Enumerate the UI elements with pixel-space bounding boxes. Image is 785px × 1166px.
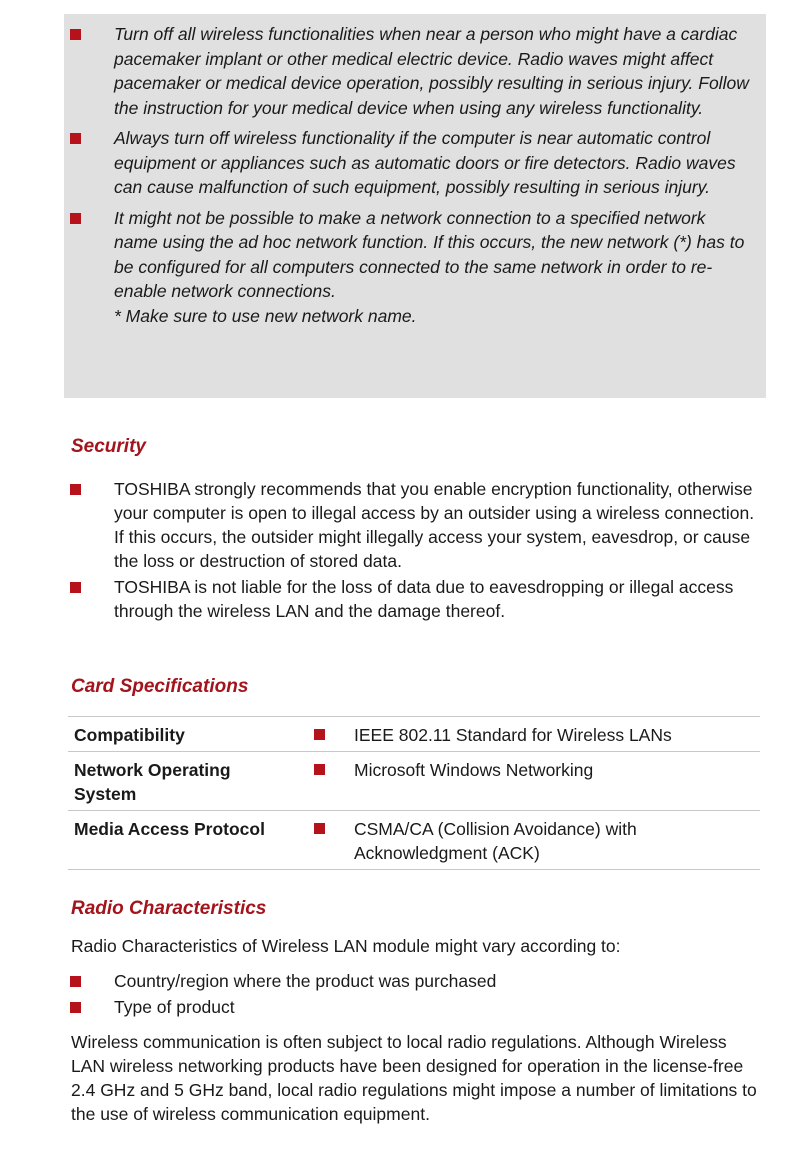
security-list	[64, 477, 764, 625]
spec-value: CSMA/CA (Collision Avoidance) with Acknowledgment (ACK)	[354, 819, 637, 863]
table-row	[68, 752, 760, 811]
security-heading: Security	[71, 436, 146, 457]
list-item	[64, 477, 764, 573]
list-item	[64, 126, 754, 200]
spec-label: Compatibility	[74, 725, 185, 745]
square-bullet-icon	[70, 976, 81, 987]
card-specifications-table	[68, 716, 760, 870]
spec-value: Microsoft Windows Networking	[354, 760, 594, 780]
radio-item-text: Country/region where the product was purchased	[114, 971, 497, 991]
warning-list	[64, 22, 754, 334]
warning-text: Always turn off wireless functionality if the computer is near automatic control equipment or appliances such as automatic doors or fire detectors. Radio waves can cause malfunction of such equipment, possibly resulting in serious injury.	[114, 128, 736, 197]
square-bullet-icon	[314, 729, 325, 740]
square-bullet-icon	[314, 764, 325, 775]
spec-label: Media Access Protocol	[74, 819, 265, 839]
warning-text: It might not be possible to make a network connection to a specified network name using the ad hoc network function. If this occurs, the new network (*) has to be configured for all computers connected to the same network in order to re-enable network connections.	[114, 207, 745, 301]
security-text: TOSHIBA is not liable for the loss of data due to eavesdropping or illegal access through the wireless LAN and the damage thereof.	[114, 577, 734, 621]
square-bullet-icon	[70, 1002, 81, 1013]
list-item	[64, 575, 764, 623]
table-row	[68, 717, 760, 752]
list-item	[64, 22, 754, 120]
list-item	[64, 995, 764, 1019]
list-item	[64, 969, 764, 993]
security-text: TOSHIBA strongly recommends that you enable encryption functionality, otherwise your computer is open to illegal access by an outsider using a wireless connection. If this occurs, the outsider might illegally access your system, eavesdrop, or cause the loss or destruction of stored data.	[114, 479, 755, 571]
warning-box	[64, 14, 766, 398]
radio-list	[64, 969, 764, 1021]
square-bullet-icon	[314, 823, 325, 834]
warning-text: Turn off all wireless functionalities when near a person who might have a cardiac pacemaker implant or other medical electric device. Radio waves might affect pacemaker or medical device operation, possibly resulting in serious injury. Follow the instruction for your medical device when using any wireless functionality.	[114, 24, 749, 118]
square-bullet-icon	[70, 133, 81, 144]
card-specifications-heading: Card Specifications	[71, 676, 249, 697]
table-row	[68, 811, 760, 870]
square-bullet-icon	[70, 484, 81, 495]
square-bullet-icon	[70, 582, 81, 593]
list-item	[64, 206, 754, 329]
square-bullet-icon	[70, 29, 81, 40]
warning-note: * Make sure to use new network name.	[114, 305, 417, 326]
spec-label: Network Operating System	[74, 760, 231, 804]
radio-intro: Radio Characteristics of Wireless LAN module might vary according to:	[71, 936, 621, 956]
radio-characteristics-heading: Radio Characteristics	[71, 898, 267, 919]
square-bullet-icon	[70, 213, 81, 224]
radio-item-text: Type of product	[114, 997, 235, 1017]
radio-paragraph: Wireless communication is often subject to local radio regulations. Although Wireless LAN wireless networking products have been designed for operation in the license-free 2.4 GHz and 5 GHz band, local radio regulations might impose a number of limitations to the use of wireless communication equipment.	[71, 1032, 757, 1124]
spec-value: IEEE 802.11 Standard for Wireless LANs	[354, 725, 672, 745]
